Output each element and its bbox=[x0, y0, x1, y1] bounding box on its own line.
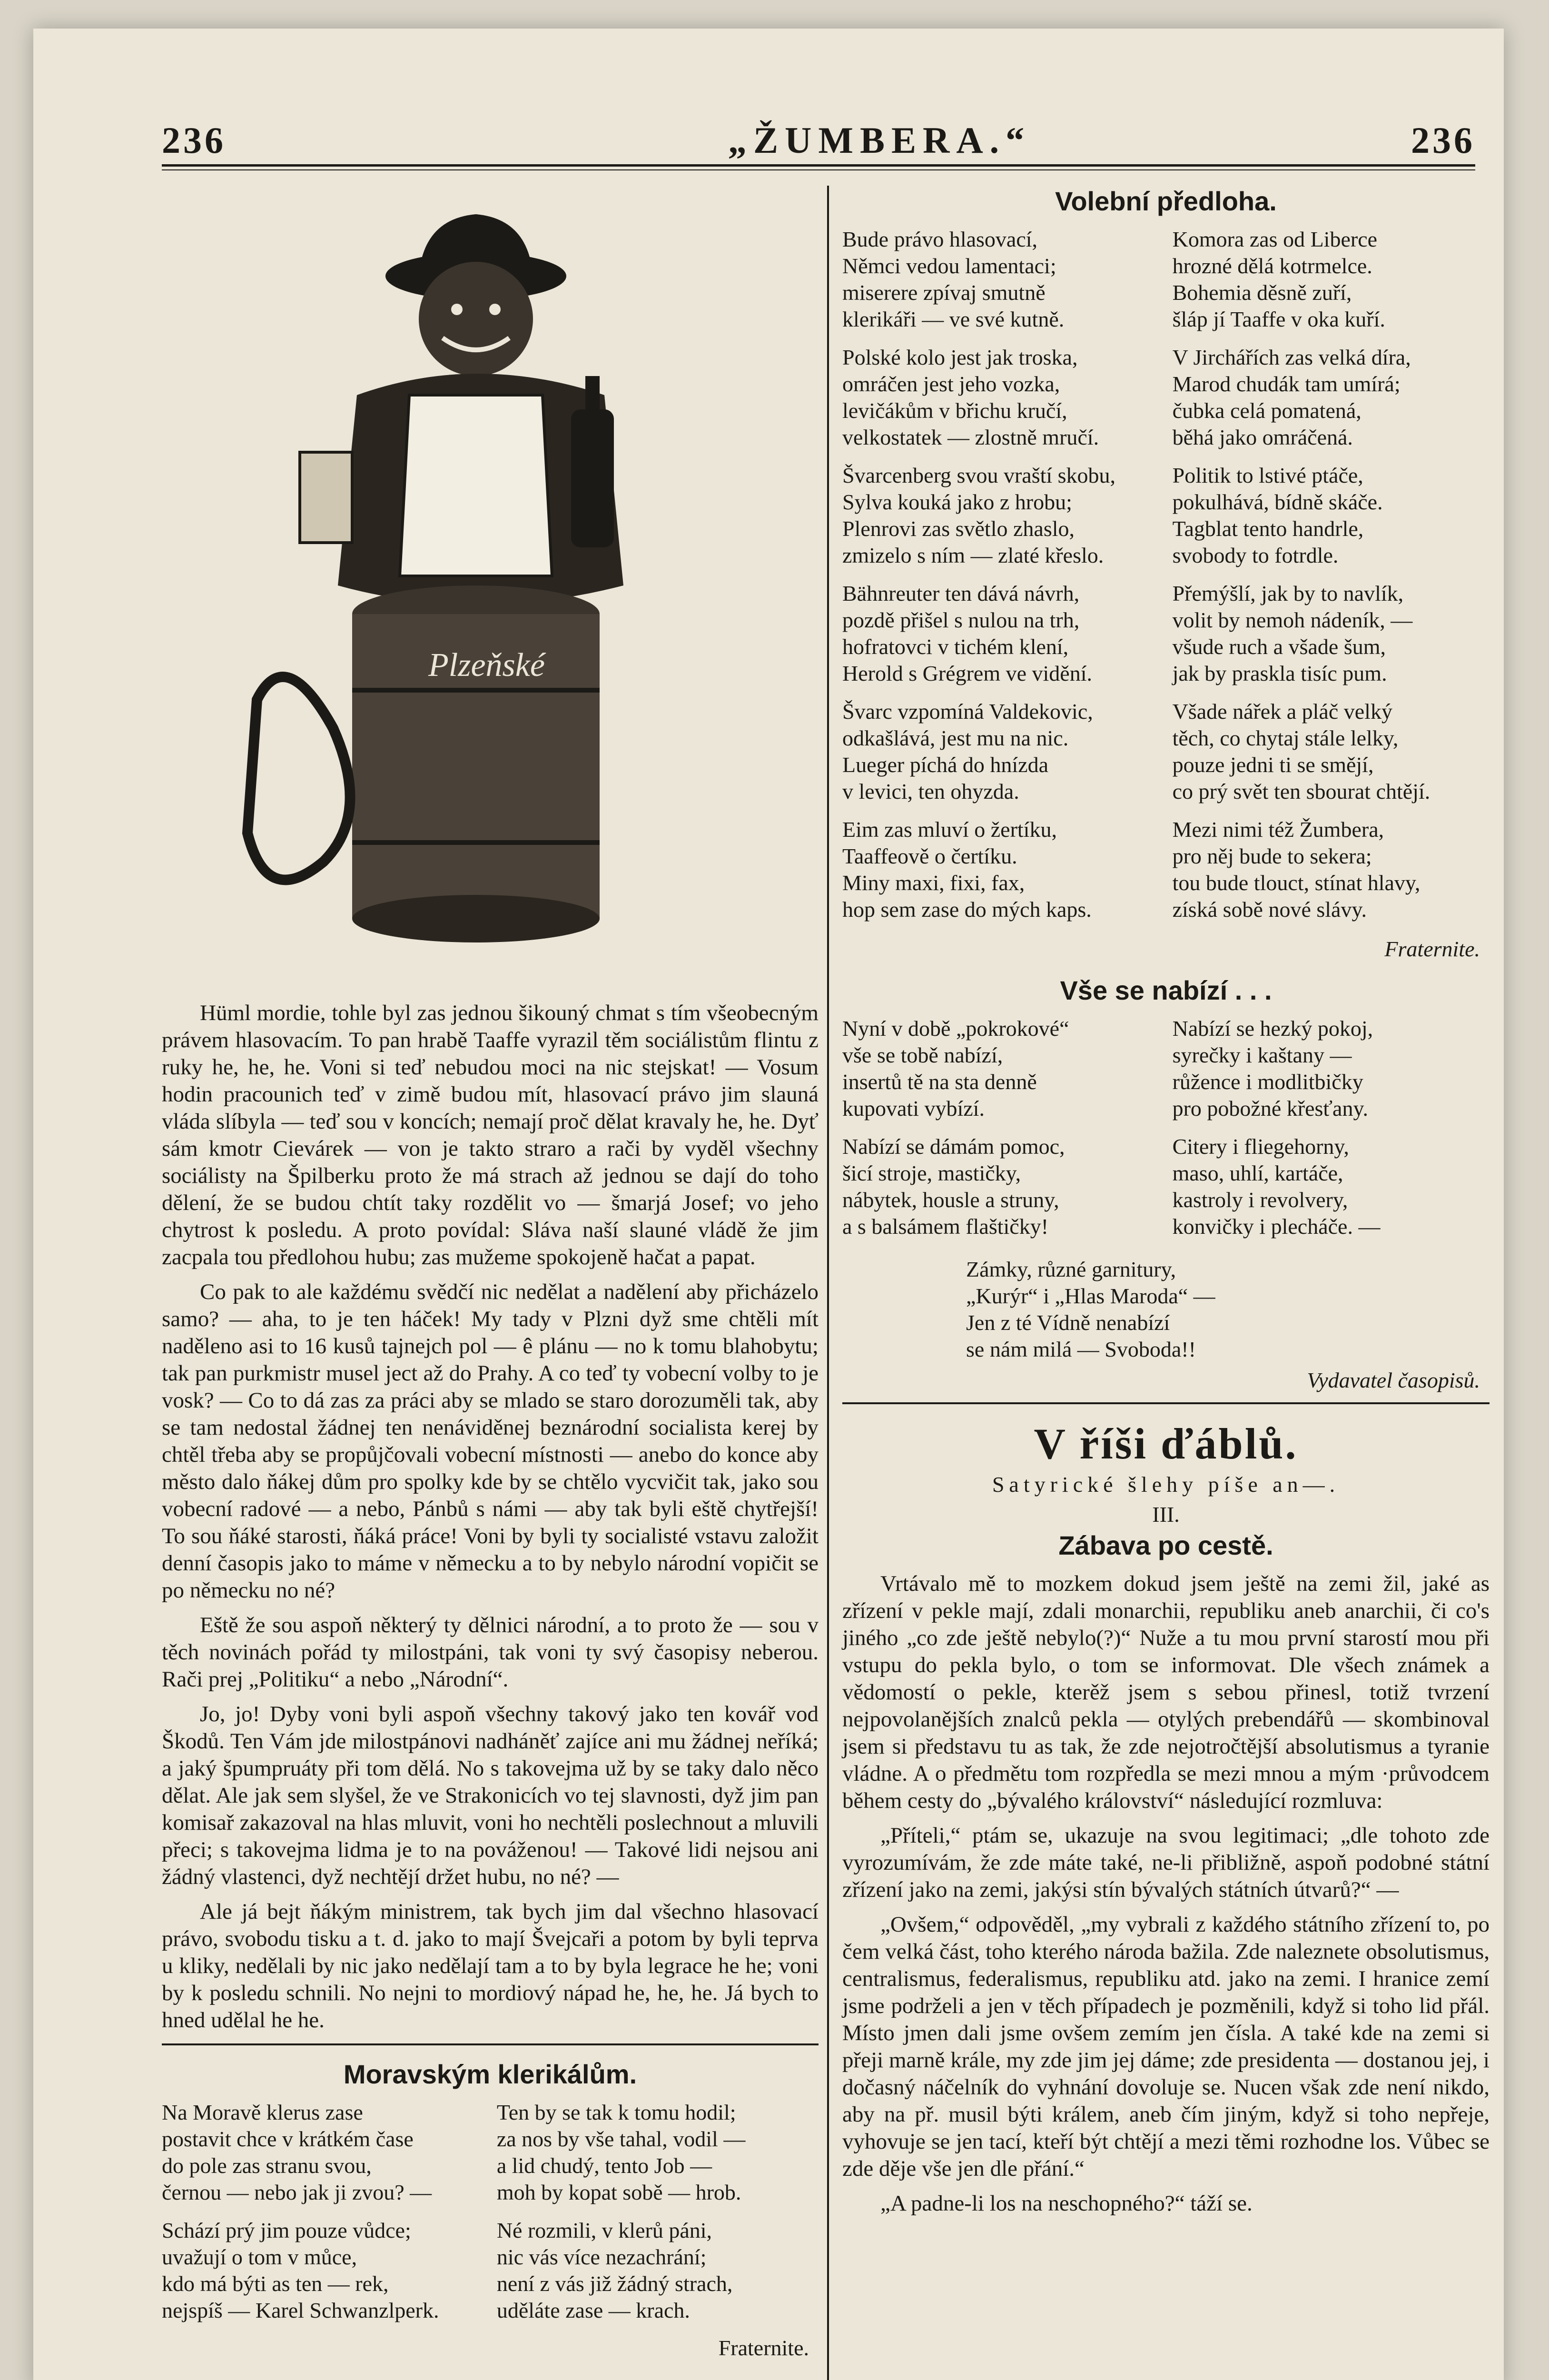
left-column bbox=[162, 186, 819, 2360]
page-number-left: 236 bbox=[162, 119, 226, 161]
masthead-title: „ŽUMBERA.“ bbox=[728, 119, 1031, 161]
risi-paragraph: „A padne-li los na neschopného?“ táží se. bbox=[880, 2191, 1253, 2216]
page-number-right: 236 bbox=[1411, 119, 1475, 161]
risi-article bbox=[842, 1570, 1490, 2217]
stanza: Nabízí se dámám pomoc, šicí stroje, mastičky, nábytek, housle a struny, a s balsámem flaštičky! bbox=[842, 1134, 1065, 1239]
stanza: Citery i fliegehorny, maso, uhlí, kartáče, kastroly i revolvery, konvičky i plecháče. — bbox=[1172, 1134, 1381, 1239]
bottle-neck bbox=[585, 376, 600, 414]
poem-col-left bbox=[842, 1015, 1159, 1251]
left-paragraph: Hüml mordie, tohle byl zas jednou šikouný chmat s tím všeobecným právem hlasovacím. To pan hrabě Taaffe vyrazil těm sociálistům flintu z ruky he, he, he. Voni si teď nebudou moci na nic stejskat! — Vosum hodin pracounich teď v zimě budou mít, hlasovací právo jim slauná vláda slíbyla — teď sou v koncích; nemají proč dělat kravaly he, he. Dyť sám kmotr Cievárek — von je takto straro a rači by vyděl všechny sociálisty na Špilberku proto že má strach až jednou se dají do toho dělení, že se budou chtít taky rozdělit vo — šmarjá Josef; vo jeho chytrost k posledu. A proto povídal: Sláva naší slauné vládě že jim zacpala tou předlohou hubu; zas mužeme spokojeně hačat a papat. bbox=[162, 1001, 819, 1269]
stanza: Polské kolo jest jak troska, omráčen jest jeho vozka, levičákům v břichu kručí, velkostatek — zlostně mručí. bbox=[842, 345, 1099, 449]
section-divider bbox=[162, 2043, 819, 2045]
left-paragraph: Eště že sou aspoň některý ty dělnici národní, a to proto že — sou v těch novinách pořád ty milostpáni, tak voni ty svý časopisy neberou. Rači prej „Politiku“ a nebo „Národní“. bbox=[162, 1613, 819, 1692]
stanza: Bähnreuter ten dává návrh, pozdě přišel s nulou na trh, hofratovci v tichém klení, Herold s Grégrem ve vidění. bbox=[842, 581, 1093, 685]
poem-col-left bbox=[842, 226, 1159, 934]
drinker-illustration-svg bbox=[228, 195, 752, 995]
stanza: Ten by se tak k tomu hodil; za nos by vše tahal, vodil — a lid chudý, tento Job — moh by kopat sobě — hrob. bbox=[496, 2100, 746, 2204]
illustration-drinker bbox=[228, 195, 752, 995]
risi-number: III. bbox=[1152, 1502, 1180, 1527]
vse-title: Vše se nabízí . . . bbox=[1060, 975, 1272, 1005]
moravian-signature: Fraternite. bbox=[718, 2336, 809, 2360]
bottle bbox=[571, 409, 614, 547]
stanza: Eim zas mluví o žertíku, Taaffeově o čertíku. Miny maxi, fixi, fax, hop sem zase do mých kaps. bbox=[842, 817, 1092, 922]
left-article bbox=[162, 1000, 819, 2034]
vse-signature: Vydavatel časopisů. bbox=[1307, 1368, 1480, 1392]
right-column bbox=[842, 186, 1490, 2225]
column-divider bbox=[827, 186, 829, 2380]
pretzels bbox=[247, 677, 350, 880]
moravian-poem bbox=[162, 2099, 819, 2335]
stanza: Né rozmili, v klerů páni, nic vás více nezachrání; není z vás již žádný strach, uděláte zase — krach. bbox=[496, 2218, 733, 2322]
vse-final-stanza: Zámky, různé garnitury, „Kurýr“ i „Hlas Maroda“ — Jen z té Vídně nenabízí se nám milá — Svoboda!! bbox=[966, 1257, 1215, 1361]
left-paragraph: Jo, jo! Dyby voni byli aspoň všechny takový jako ten kovář vod Škodů. Ten Vám jde milostpánovi nadháněť zajíce ani mu žádnej neříká; a jaký špumpruáty při tom dělá. No s takovejma už by se taky dalo něco dělat. Ale jak sem slyšel, že ve Strakonicích vo tej slavnosti, dyž jim pan komisař zakazoval na hlas mluvit, voni ho nechtěli poslechnout a mluvili přeci; s takovejma lidma je to na pováženou! — Takové lidi nejsou ani žádný vlastenci, dyž nechtějí držet hubu, no né? — bbox=[162, 1702, 819, 1889]
stanza: Komora zas od Liberce hrozné dělá kotrmelce. Bohemia děsně zuří, šláp jí Taaffe v oka kuří. bbox=[1172, 227, 1385, 331]
stanza: Nabízí se hezký pokoj, syrečky i kaštany — růžence i modlitbičky pro pobožné křesťany. bbox=[1172, 1016, 1373, 1121]
stanza: Švarc vzpomíná Valdekovic, odkašlává, jest mu na nic. Lueger píchá do hnízda v levici, ten ohyzda. bbox=[842, 699, 1093, 803]
stanza: Na Moravě klerus zase postavit chce v krátkém čase do pole zas stranu svou, černou — nebo jak ji zvou? — bbox=[162, 2100, 432, 2204]
stanza: Politik to lstivé ptáče, pokulhává, bídně skáče. Tagblat tento handrle, svobody to fotrdle. bbox=[1172, 463, 1383, 567]
poem-col-right bbox=[1173, 226, 1490, 934]
poem-col-right bbox=[497, 2099, 819, 2335]
risi-section: Zábava po cestě. bbox=[1058, 1530, 1273, 1560]
risi-subtitle: Satyrické šlehy píše an—. bbox=[992, 1472, 1340, 1497]
eye-right bbox=[489, 304, 501, 315]
stanza: Schází prý jim pouze vůdce; uvažují o tom v můce, kdo má býti as ten — rek, nejspíš — Karel Schwanzlperk. bbox=[162, 2218, 439, 2322]
stanza: Mezi nimi též Žumbera, pro něj bude to sekera; tou bude tlouct, stínat hlavy, získá sobě nové slávy. bbox=[1172, 817, 1421, 922]
stanza: Přemýšlí, jak by to navlík, volit by nemoh nádeník, — všude ruch a všade šum, jak by praskla tisíc pum. bbox=[1172, 581, 1413, 685]
stanza: Bude právo hlasovací, Němci vedou lamentaci; miserere zpívaj smutně klerikáři — ve své kutně. bbox=[842, 227, 1065, 331]
risi-title: V říši ďáblů. bbox=[1034, 1419, 1298, 1468]
poem-col-right bbox=[1173, 1015, 1490, 1251]
volebni-signature: Fraternite. bbox=[1384, 937, 1480, 961]
header-rule bbox=[162, 164, 1475, 167]
eye-left bbox=[451, 304, 463, 315]
newspaper-page bbox=[33, 29, 1504, 2380]
apron bbox=[400, 395, 552, 576]
left-paragraph: Co pak to ale každému svědčí nic nedělat a nadělení aby přicházelo samo? — aha, to je ten háček! My tady v Plzni dyž sme chtěli mít naděleno asi to 16 kusů tajnejch pol — ê plánu — no k tomu blahobytu; tak pan purkmistr musel ject až do Prahy. A co teď ty vobecní volby to je vosk? — Co to dá zas za práci aby se mlado se staro dorozuměli tak, aby se tam nedostal žádnej ten nenáviděnej beznárodní socialista kerej by chtěl třeba aby se propůjčovali vobecní místnosti — anebo do konce aby město dalo ňákej dům pro spolky kde by se chtělo vycvičit tak, jako sou vobecní radové — a nebo, Pánbů s námi — aby tak byli eště chytřejší! To sou ňáké starosti, ňáká práce! Voni by byli ty socialisté vstavu založit denní časopis jako to máme v německu a to by nebylo národní vopičit se po německu no né? bbox=[162, 1279, 819, 1603]
beer-glass bbox=[300, 452, 352, 543]
stanza: V Jirchářích zas velká díra, Marod chudák tam umírá; čubka celá pomatená, běhá jako omráčená. bbox=[1172, 345, 1411, 449]
page-header bbox=[162, 100, 1475, 167]
left-paragraph: Ale já bejt ňákým ministrem, tak bych jim dal všechno hlasovací právo, svobodu tisku a t. d. jako to mají Švejcaři a potom by byli teprva u kliky, nedělali by nic jako nedělají tam a to by byla legrace he he; voni by k posledu schnili. No nejni to mordiový nápad he, he, he. Já bych to hned udělal he he. bbox=[162, 1899, 819, 2033]
volebni-poem bbox=[842, 226, 1490, 934]
header-rule-thin bbox=[162, 169, 1475, 170]
poem-col-left bbox=[162, 2099, 483, 2335]
vse-poem bbox=[842, 1015, 1490, 1251]
risi-paragraph: „Ovšem,“ odpověděl, „my vybrali z každého státního zřízení to, po čem velká část, toho kterého národa bažila. Zde naleznete obsolutismus, centralismus, federalismus, republiku atd. jako na zemi. I hranice zemí jsme podrželi a jen v těch případech je pozměnili, když si toho lid přál. Místo jmen dali jsme ovšem zemím jen čísla. A také kde na zemi si přeji marně krále, my zde jim jej dáme; zde presidenta — dostanou jej, i dočasný náčelník do vyhnání dovoluje se. Nucen však zde není nikdo, aby na př. musil býti králem, aneb čím jiným, když si toho nepřeje, vyhovuje se jen tací, kteří být chtějí a mezi těmi rozhodne los. Vůbec se zde děje vše jen dle přání.“ bbox=[842, 1912, 1490, 2181]
risi-paragraph: Vrtávalo mě to mozkem dokud jsem ještě na zemi žil, jaké as zřízení v pekle mají, zdali monarchii, republiku aneb anarchii, či co's jiného „co zde ještě nebylo(?)“ Nuže a tu mou první starostí mou při vstupu do pekla bylo, o tom se informovat. Dle všech známek a vědomostí o pekle, kterěž jsem s sebou přinesl, totiž tvrzení nejpovolanějších znalců pekla — otylých prebendářů — skombinoval jsem si představu tu as tak, že zde nejotročtější absolutismus a tyranie vládne. A o předmětu tom rozpředla se mezi mnou a mým ·průvodcem během cesty do „bývalého království“ následující rozmluva: bbox=[842, 1571, 1490, 1813]
stanza: Všade nářek a pláč velký těch, co chytaj stále lelky, pouze jedni ti se smějí, co prý svět ten sbourat chtějí. bbox=[1172, 699, 1431, 803]
risi-paragraph: „Příteli,“ ptám se, ukazuje na svou legitimaci; „dle tohoto zde vyrozumívám, že zde máte také, ne-li přibližně, aspoň podobné státní zřízení jako na zemi, jakýsi stín bývalých státních útvarů?“ — bbox=[842, 1823, 1490, 1902]
stanza: Švarcenberg svou vraští skobu, Sylva kouká jako z hrobu; Plenrovi zas světlo zhaslo, zmizelo s ním — zlaté křeslo. bbox=[842, 463, 1116, 567]
moravian-title: Moravským klerikálům. bbox=[343, 2059, 637, 2089]
volebni-title: Volební předloha. bbox=[1055, 186, 1277, 216]
section-divider bbox=[842, 1402, 1490, 1404]
face bbox=[419, 262, 533, 376]
barrel-bottom bbox=[352, 895, 600, 942]
stanza: Nyní v době „pokrokové“ vše se tobě nabízí, insertů tě na sta denně kupovati vybízí. bbox=[842, 1016, 1069, 1121]
barrel-label: Plzeňské bbox=[428, 647, 545, 684]
